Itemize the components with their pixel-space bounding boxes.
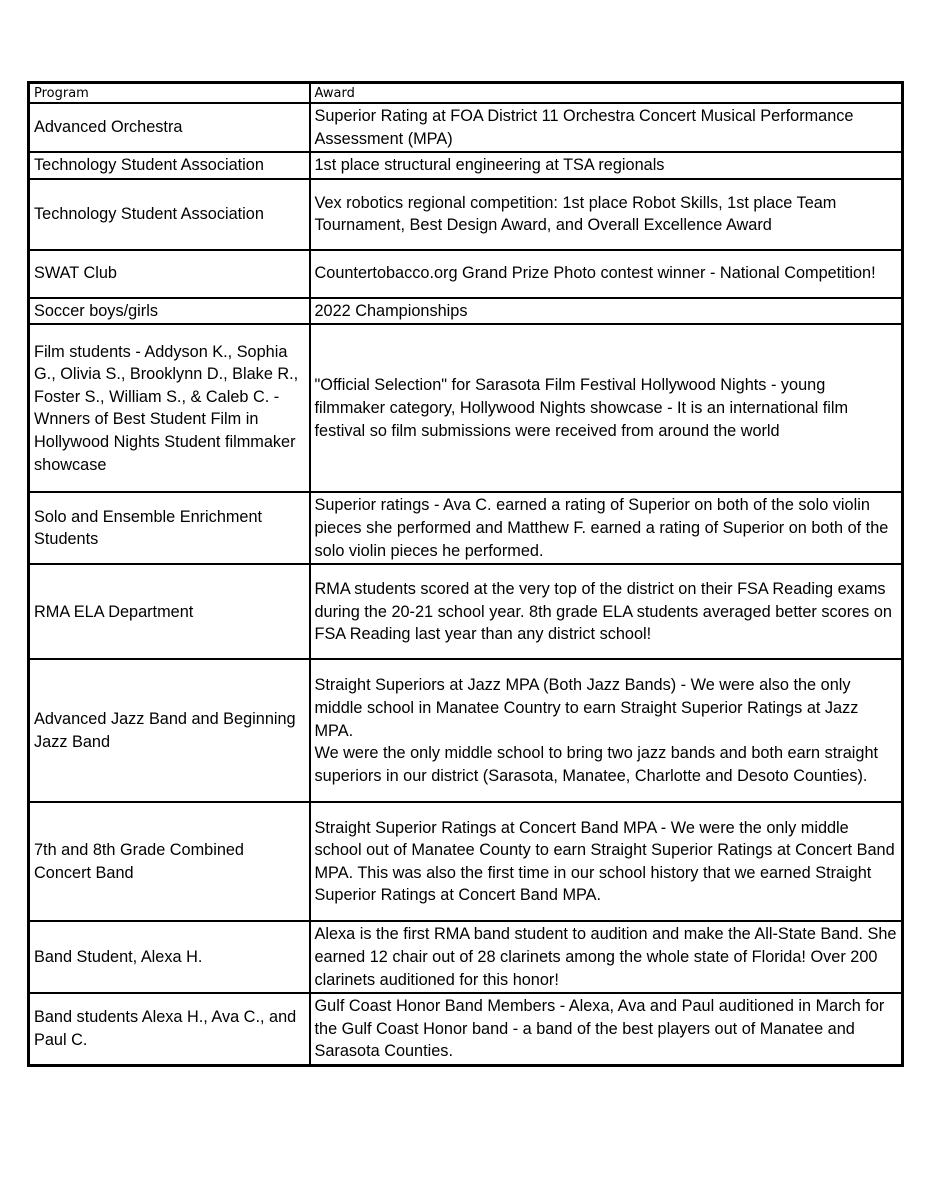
award-cell: Superior ratings - Ava C. earned a rating of Superior on both of the solo violin pieces she performed and Matthew F. earned a rating of Superior on both of the solo violin pieces he performed. (310, 492, 903, 564)
program-cell: Technology Student Association (29, 179, 310, 250)
award-cell: Vex robotics regional competition: 1st place Robot Skills, 1st place Team Tournament, Best Design Award, and Overall Excellence Award (310, 179, 903, 250)
table-row (29, 492, 903, 564)
program-cell: Band Student, Alexa H. (29, 921, 310, 993)
table-header-row (29, 83, 903, 104)
program-cell: RMA ELA Department (29, 564, 310, 659)
table-row (29, 298, 903, 325)
program-cell: Advanced Jazz Band and Beginning Jazz Band (29, 659, 310, 802)
program-cell: Technology Student Association (29, 152, 310, 179)
award-cell: Superior Rating at FOA District 11 Orchestra Concert Musical Performance Assessment (MPA) (310, 103, 903, 152)
table-row (29, 659, 903, 802)
award-cell: Countertobacco.org Grand Prize Photo contest winner - National Competition! (310, 250, 903, 298)
table-row (29, 921, 903, 993)
table-row (29, 802, 903, 921)
program-cell: Soccer boys/girls (29, 298, 310, 325)
award-cell: Alexa is the first RMA band student to audition and make the All-State Band. She earned 12 chair out of 28 clarinets among the whole state of Florida! Over 200 clarinets auditioned for this honor! (310, 921, 903, 993)
table-row (29, 103, 903, 152)
table-row (29, 993, 903, 1065)
award-cell: Straight Superiors at Jazz MPA (Both Jazz Bands) - We were also the only middle school in Manatee Country to earn Straight Superior Ratings at Jazz MPA. We were the only middle school to bring two jazz bands and both earn straight superiors in our district (Sarasota, Manatee, Charlotte and Desoto Counties). (310, 659, 903, 802)
table-row (29, 179, 903, 250)
award-cell: Straight Superior Ratings at Concert Band MPA - We were the only middle school out of Manatee County to earn Straight Superior Ratings at Concert Band MPA. This was also the first time in our school history that we earned Straight Superior Ratings at Concert Band MPA. (310, 802, 903, 921)
table-row (29, 250, 903, 298)
table-row (29, 564, 903, 659)
program-cell: Solo and Ensemble Enrichment Students (29, 492, 310, 564)
table-row (29, 324, 903, 492)
program-cell: Advanced Orchestra (29, 103, 310, 152)
award-cell: "Official Selection" for Sarasota Film Festival Hollywood Nights - young filmmaker category, Hollywood Nights showcase - It is an international film festival so film submissions were received from around the world (310, 324, 903, 492)
program-cell: Film students - Addyson K., Sophia G., Olivia S., Brooklynn D., Blake R., Foster S., William S., & Caleb C. - Wnners of Best Student Film in Hollywood Nights Student filmmaker showcase (29, 324, 310, 492)
program-cell: Band students Alexa H., Ava C., and Paul C. (29, 993, 310, 1065)
award-cell: 2022 Championships (310, 298, 903, 325)
program-cell: 7th and 8th Grade Combined Concert Band (29, 802, 310, 921)
award-cell: RMA students scored at the very top of the district on their FSA Reading exams during the 20-21 school year. 8th grade ELA students averaged better scores on FSA Reading last year than any district school! (310, 564, 903, 659)
program-cell: SWAT Club (29, 250, 310, 298)
award-cell: Gulf Coast Honor Band Members - Alexa, Ava and Paul auditioned in March for the Gulf Coast Honor band - a band of the best players out of Manatee and Sarasota Counties. (310, 993, 903, 1065)
header-program: Program (29, 83, 310, 104)
header-award: Award (310, 83, 903, 104)
award-cell: 1st place structural engineering at TSA regionals (310, 152, 903, 179)
table-row (29, 152, 903, 179)
awards-table (27, 81, 904, 1067)
